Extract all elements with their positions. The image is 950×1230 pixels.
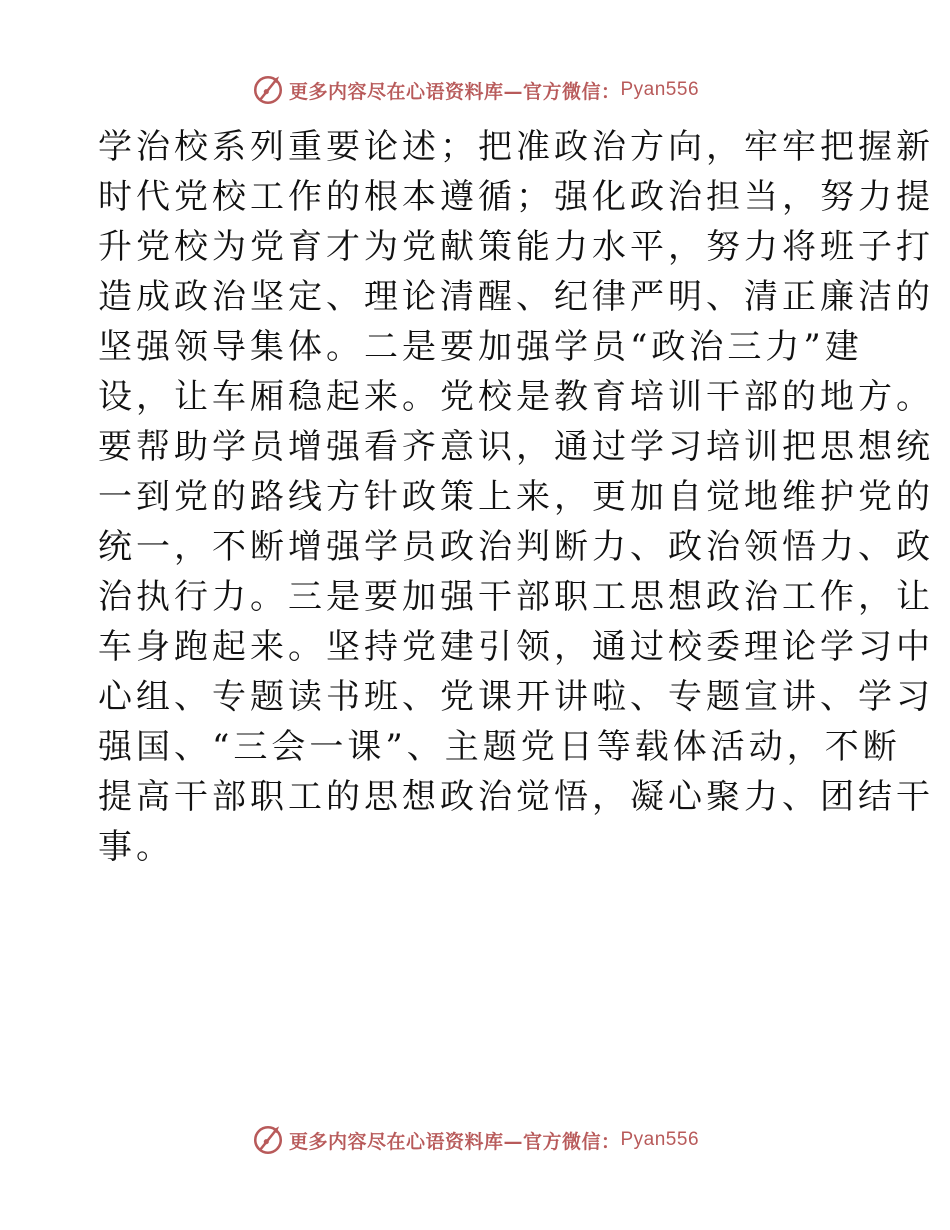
text-line: 设，让车厢稳起来。党校是教育培训干部的地方。 [98,377,934,417]
footer-watermark [0,1120,950,1160]
text-line: 心组、专题读书班、党课开讲啦、专题宣讲、学习 [98,677,934,717]
watermark-account: Pyan556 [620,79,700,100]
watermark-text: 更多内容尽在心语资料库—官方微信： [288,80,621,103]
text-line: 统一，不断增强学员政治判断力、政治领悟力、政 [98,527,934,567]
text-line: 车身跑起来。坚持党建引领，通过校委理论学习中 [98,627,934,667]
text-line: 造成政治坚定、理论清醒、纪律严明、清正廉洁的 [98,277,934,317]
text-line: 提高干部职工的思想政治觉悟，凝心聚力、团结干 [98,777,934,817]
text-line: 时代党校工作的根本遵循；强化政治担当，努力提 [98,177,934,217]
logo-icon [251,73,285,107]
text-line: 学治校系列重要论述；把准政治方向，牢牢把握新 [98,127,934,167]
logo-icon [251,1123,285,1157]
watermark-text: 更多内容尽在心语资料库—官方微信： [288,1130,621,1153]
text-line: 升党校为党育才为党献策能力水平，努力将班子打 [98,227,934,267]
watermark-account: Pyan556 [620,1129,700,1150]
text-line: 要帮助学员增强看齐意识，通过学习培训把思想统 [98,427,934,467]
text-line: 强国、“三会一课”、主题党日等载体活动，不断 [98,727,901,767]
text-line: 事。 [98,827,174,867]
body-text [98,122,934,872]
text-line: 坚强领导集体。二是要加强学员“政治三力”建 [98,327,863,367]
text-line: 治执行力。三是要加强干部职工思想政治工作，让 [98,577,934,617]
text-line: 一到党的路线方针政策上来，更加自觉地维护党的 [98,477,934,517]
header-watermark [0,70,950,110]
